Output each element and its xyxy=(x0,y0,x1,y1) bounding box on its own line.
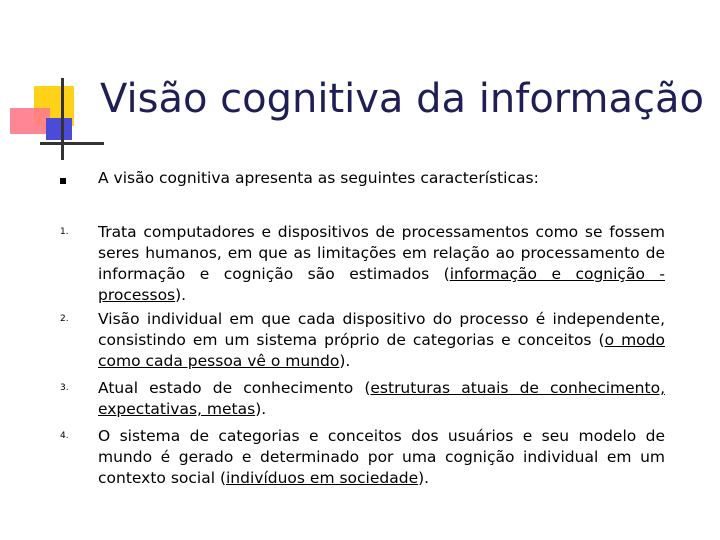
list-item xyxy=(98,426,665,489)
list-item-suffix: ). xyxy=(418,469,430,487)
list-item-text: Trata computadores e dispositivos de processamentos como se fossem seres humanos, em que as limitações em relação ao processamento de informação e cognição são estimados ( xyxy=(98,223,665,283)
list-item-suffix: ). xyxy=(255,400,267,418)
list-item-underlined: informação e cognição - processos xyxy=(98,265,665,304)
list-number: 3. xyxy=(60,383,69,393)
list-number: 4. xyxy=(60,431,69,441)
slide-title: Visão cognitiva da informação xyxy=(100,76,704,122)
list-item-suffix: ). xyxy=(339,352,351,370)
intro-text: A visão cognitiva apresenta as seguintes características: xyxy=(98,169,539,187)
horizontal-line-shape xyxy=(40,142,104,145)
list-item xyxy=(98,309,665,372)
list-item-text: Atual estado de conhecimento ( xyxy=(98,379,371,397)
list-number: 1. xyxy=(60,227,69,237)
vertical-line-shape xyxy=(61,78,64,160)
square-bullet-icon xyxy=(60,178,66,184)
list-number: 2. xyxy=(60,314,69,324)
list-item-text: Visão individual em que cada dispositivo do processo é independente, consistindo em um sistema próprio de categorias e conceitos ( xyxy=(98,310,665,349)
blue-square-shape xyxy=(46,118,72,140)
list-item-underlined: indivíduos em sociedade xyxy=(226,469,419,487)
list-item-suffix: ). xyxy=(175,286,187,304)
list-item-underlined: o modo como cada pessoa vê o mundo xyxy=(98,331,665,370)
red-square-shape xyxy=(10,108,50,134)
list-item xyxy=(98,378,665,420)
decorative-logo-icon xyxy=(0,0,100,170)
list-item-underlined: estruturas atuais de conhecimento, expectativas, metas xyxy=(98,379,665,418)
list-item-text: O sistema de categorias e conceitos dos usuários e seu modelo de mundo é gerado e determinado por uma cognição individual em um contexto social ( xyxy=(98,427,665,487)
list-item xyxy=(98,222,665,306)
